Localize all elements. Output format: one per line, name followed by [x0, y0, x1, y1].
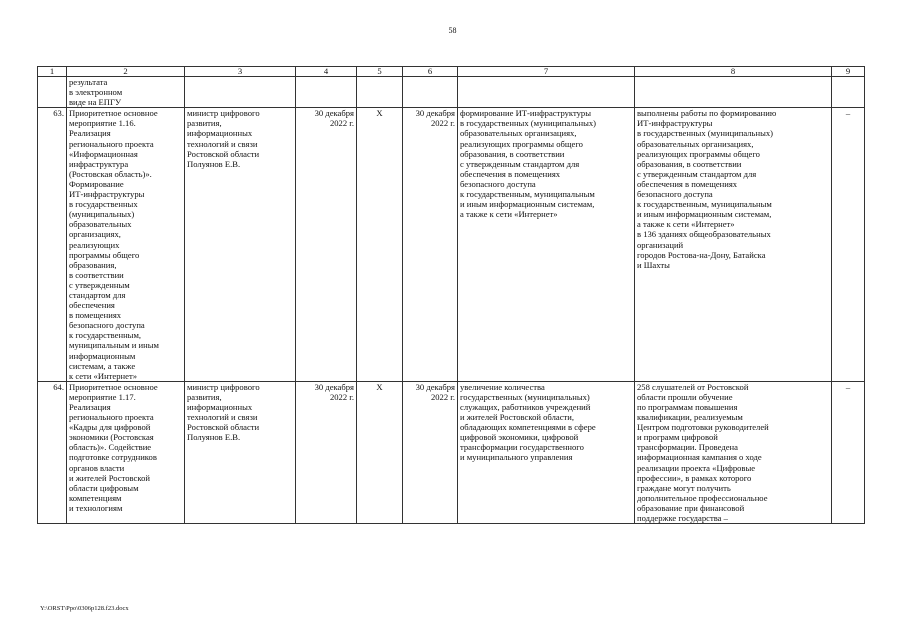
footer-file-path: Y:\ORST\Ppo\0306p128.f23.docx [40, 605, 129, 612]
mark-cell [357, 77, 403, 108]
actual-date-cell [403, 77, 458, 108]
col-header: 3 [185, 67, 296, 77]
col-header: 1 [38, 67, 67, 77]
table-row [38, 381, 865, 523]
col-header: 9 [832, 67, 865, 77]
row-number: 64. [38, 381, 67, 523]
expected-result-cell: увеличение количества государственных (муниципальных) служащих, работников учреждений и жителей Ростовской области, обладающих компетенциями в сфере цифровой экономики, цифровой трансформации государственного и муниципального управления [458, 381, 635, 523]
event-cell: Приоритетное основное мероприятие 1.16. Реализация регионального проекта «Информационная инфраструктура (Ростовская область)». Формирование ИТ-инфраструктуры в государственных (муниципальных) образовательных организациях, реализующих программы общего образования, в соответствии с утвержденным стандартом для обеспечения в помещениях безопасного доступа к государственным, муниципальным и иным информационным системам, а также к сети «Интернет» [67, 108, 185, 382]
mark-cell: Х [357, 108, 403, 382]
expected-result-cell: формирование ИТ-инфраструктуры в государственных (муниципальных) образовательных организациях, реализующих программы общего образования, в соответствии с утвержденным стандартом для обеспечения в помещениях безопасного доступа к государственным, муниципальным и иным информационным системам, а также к сети «Интернет» [458, 108, 635, 382]
col-header: 5 [357, 67, 403, 77]
table-row [38, 108, 865, 382]
row-number: 63. [38, 108, 67, 382]
responsible-cell [185, 77, 296, 108]
plan-date-cell [296, 77, 357, 108]
responsible-cell: министр цифрового развития, информационных технологий и связи Ростовской области Полуянов Е.В. [185, 108, 296, 382]
note-cell: – [832, 108, 865, 382]
actual-date-cell: 30 декабря 2022 г. [403, 108, 458, 382]
col-header: 2 [67, 67, 185, 77]
note-cell [832, 77, 865, 108]
table-row [38, 77, 865, 108]
col-header: 4 [296, 67, 357, 77]
note-cell: – [832, 381, 865, 523]
responsible-cell: министр цифрового развития, информационных технологий и связи Ростовской области Полуянов Е.В. [185, 381, 296, 523]
achieved-result-cell [635, 77, 832, 108]
achieved-result-cell: выполнены работы по формированию ИТ-инфраструктуры в государственных (муниципальных) образовательных организациях, реализующих программы общего образования, в соответствии с утвержденным стандартом для обеспечения в помещениях безопасного доступа к государственным, муниципальным и иным информационным системам, а также к сети «Интернет» в 136 зданиях общеобразовательных организаций городов Ростова-на-Дону, Батайска и Шахты [635, 108, 832, 382]
mark-cell: Х [357, 381, 403, 523]
row-number [38, 77, 67, 108]
event-cell: Приоритетное основное мероприятие 1.17. Реализация регионального проекта «Кадры для цифровой экономики (Ростовская область)». Содействие подготовке сотрудников органов власти и жителей Ростовской области цифровым компетенциям и технологиям [67, 381, 185, 523]
event-cell: результата в электронном виде на ЕПГУ [67, 77, 185, 108]
achieved-result-cell: 258 слушателей от Ростовской области прошли обучение по программам повышения квалификации, реализуемым Центром подготовки руководителей и программ цифровой трансформации. Проведена информационная кампания о ходе реализации проекта «Цифровые профессии», в рамках которого граждане могут получить дополнительное профессиональное образование при финансовой поддержке государства – [635, 381, 832, 523]
col-header: 7 [458, 67, 635, 77]
report-table [37, 66, 865, 524]
plan-date-cell: 30 декабря 2022 г. [296, 381, 357, 523]
column-number-row [38, 67, 865, 77]
actual-date-cell: 30 декабря 2022 г. [403, 381, 458, 523]
col-header: 8 [635, 67, 832, 77]
plan-date-cell: 30 декабря 2022 г. [296, 108, 357, 382]
col-header: 6 [403, 67, 458, 77]
page-number: 58 [448, 26, 457, 35]
expected-result-cell [458, 77, 635, 108]
